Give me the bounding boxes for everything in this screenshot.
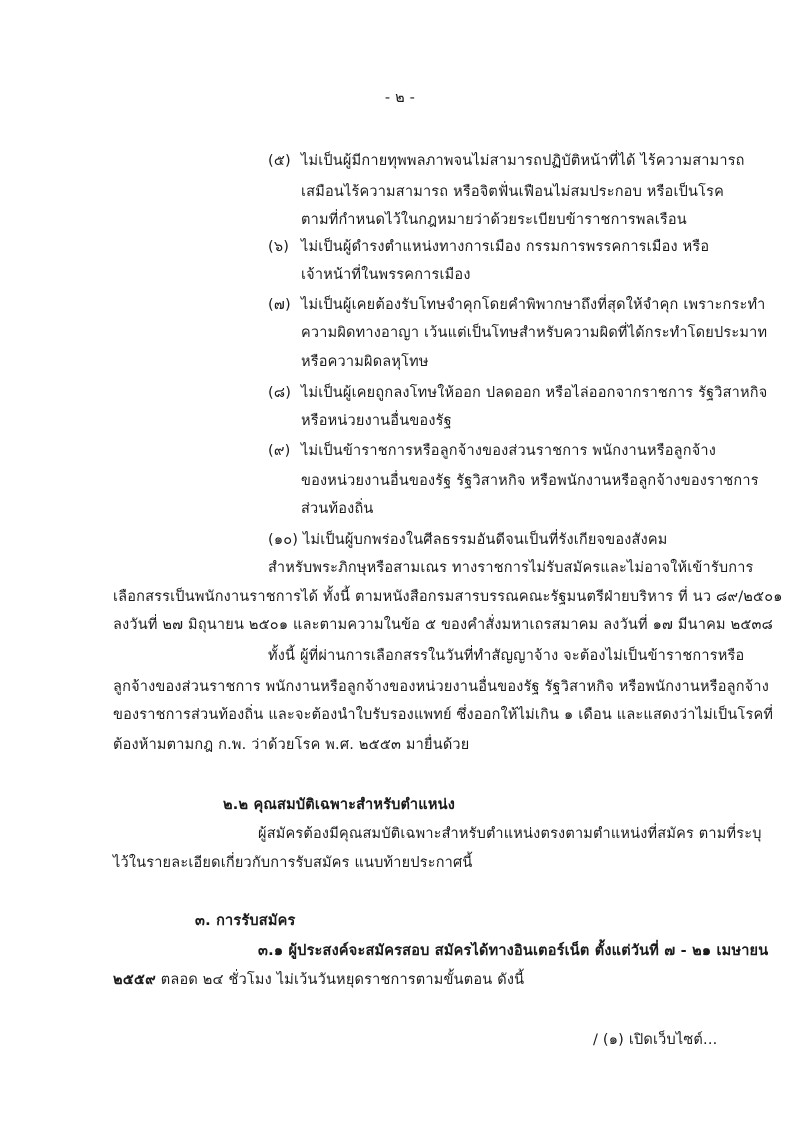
section-heading: ๓. การรับสมัคร bbox=[195, 913, 296, 929]
item-text-line: (๑๐) ไม่เป็นผู้บกพร่องในศีลธรรมอันดีจนเป็นที่รังเกียจของสังคม bbox=[268, 532, 668, 548]
item-number: (๖) bbox=[268, 239, 290, 255]
paragraph-line: ไว้ในรายละเอียดเกี่ยวกับการรับสมัคร แนบท้ายประกาศนี้ bbox=[113, 855, 473, 871]
item-text-line: หรือหน่วยงานอื่นของรัฐ bbox=[301, 413, 452, 429]
item-number: (๕) bbox=[268, 153, 291, 169]
paragraph-line: ลูกจ้างของส่วนราชการ พนักงานหรือลูกจ้างของหน่วยงานอื่นของรัฐ รัฐวิสาหกิจ หรือพนักงานหรือลูกจ้าง bbox=[113, 679, 770, 695]
subsection-line: ๓.๑ ผู้ประสงค์จะสมัครสอบ สมัครได้ทางอินเตอร์เน็ต ตั้งแต่วันที่ ๗ - ๒๑ เมษายน bbox=[258, 943, 769, 959]
item-text-line: ของหน่วยงานอื่นของรัฐ รัฐวิสาหกิจ หรือพนักงานหรือลูกจ้างของราชการ bbox=[301, 473, 759, 489]
paragraph-text: ตลอด ๒๔ ชั่วโมง ไม่เว้นวันหยุดราชการตามขั้นตอน ดังนี้ bbox=[155, 972, 525, 988]
item-text-line: ไม่เป็นผู้ดำรงตำแหน่งทางการเมือง กรรมการพรรคการเมือง หรือ bbox=[301, 239, 710, 255]
paragraph-line: ทั้งนี้ ผู้ที่ผ่านการเลือกสรรในวันที่ทำสัญญาจ้าง จะต้องไม่เป็นข้าราชการหรือ bbox=[268, 648, 745, 664]
continuation-text: / (๑) เปิดเว็บไซต์... bbox=[593, 1032, 718, 1048]
item-text-line: ตามที่กำหนดไว้ในกฎหมายว่าด้วยระเบียบข้าราชการพลเรือน bbox=[301, 212, 687, 228]
item-text-line: ส่วนท้องถิ่น bbox=[301, 501, 374, 517]
paragraph-line: ผู้สมัครต้องมีคุณสมบัติเฉพาะสำหรับตำแหน่งตรงตามตำแหน่งที่สมัคร ตามที่ระบุ bbox=[258, 826, 762, 842]
item-text-line: ความผิดทางอาญา เว้นแต่เป็นโทษสำหรับความผิดที่ได้กระทำโดยประมาท bbox=[301, 325, 768, 341]
item-text-line: ไม่เป็นผู้เคยถูกลงโทษให้ออก ปลดออก หรือไล่ออกจากราชการ รัฐวิสาหกิจ bbox=[301, 385, 768, 401]
item-text-line: ไม่เป็นผู้เคยต้องรับโทษจำคุกโดยคำพิพากษาถึงที่สุดให้จำคุก เพราะกระทำ bbox=[301, 297, 766, 313]
paragraph-line: เลือกสรรเป็นพนักงานราชการได้ ทั้งนี้ ตามหนังสือกรมสารบรรณคณะรัฐมนตรีฝ่ายบริหาร ที่ นว ๘๙/๒๕๐๑ bbox=[113, 589, 783, 605]
year-text: ๒๕๕๙ bbox=[113, 972, 156, 988]
item-text-line: เสมือนไร้ความสามารถ หรือจิตฟั่นเฟือนไม่สมประกอบ หรือเป็นโรค bbox=[301, 184, 725, 200]
item-text-line: เจ้าหน้าที่ในพรรคการเมือง bbox=[301, 267, 471, 283]
paragraph-line: ต้องห้ามตามกฎ ก.พ. ว่าด้วยโรค พ.ศ. ๒๕๕๓ มายื่นด้วย bbox=[113, 737, 470, 753]
page-number: - ๒ - bbox=[384, 90, 416, 106]
section-heading: ๒.๒ คุณสมบัติเฉพาะสำหรับตำแหน่ง bbox=[223, 797, 455, 813]
item-number: (๘) bbox=[268, 385, 292, 401]
item-text-line: ไม่เป็นข้าราชการหรือลูกจ้างของส่วนราชการ พนักงานหรือลูกจ้าง bbox=[301, 443, 717, 459]
item-text-line: ไม่เป็นผู้มีกายทุพพลภาพจนไม่สามารถปฏิบัติหน้าที่ได้ ไร้ความสามารถ bbox=[301, 153, 745, 169]
paragraph-line: สำหรับพระภิกษุหรือสามเณร ทางราชการไม่รับสมัครและไม่อาจให้เข้ารับการ bbox=[268, 560, 754, 576]
item-number: (๙) bbox=[268, 443, 291, 459]
paragraph-line bbox=[113, 970, 524, 990]
paragraph-line: ของราชการส่วนท้องถิ่น และจะต้องนำใบรับรองแพทย์ ซึ่งออกให้ไม่เกิน ๑ เดือน และแสดงว่าไม่เป็นโรคที่ bbox=[113, 707, 774, 723]
paragraph-line: ลงวันที่ ๒๗ มิถุนายน ๒๕๐๑ และตามความในข้อ ๕ ของคำสั่งมหาเถรสมาคม ลงวันที่ ๑๗ มีนาคม ๒๕๓๘ bbox=[113, 617, 774, 633]
item-text-line: หรือความผิดลหุโทษ bbox=[301, 354, 429, 370]
item-number: (๗) bbox=[268, 297, 291, 313]
